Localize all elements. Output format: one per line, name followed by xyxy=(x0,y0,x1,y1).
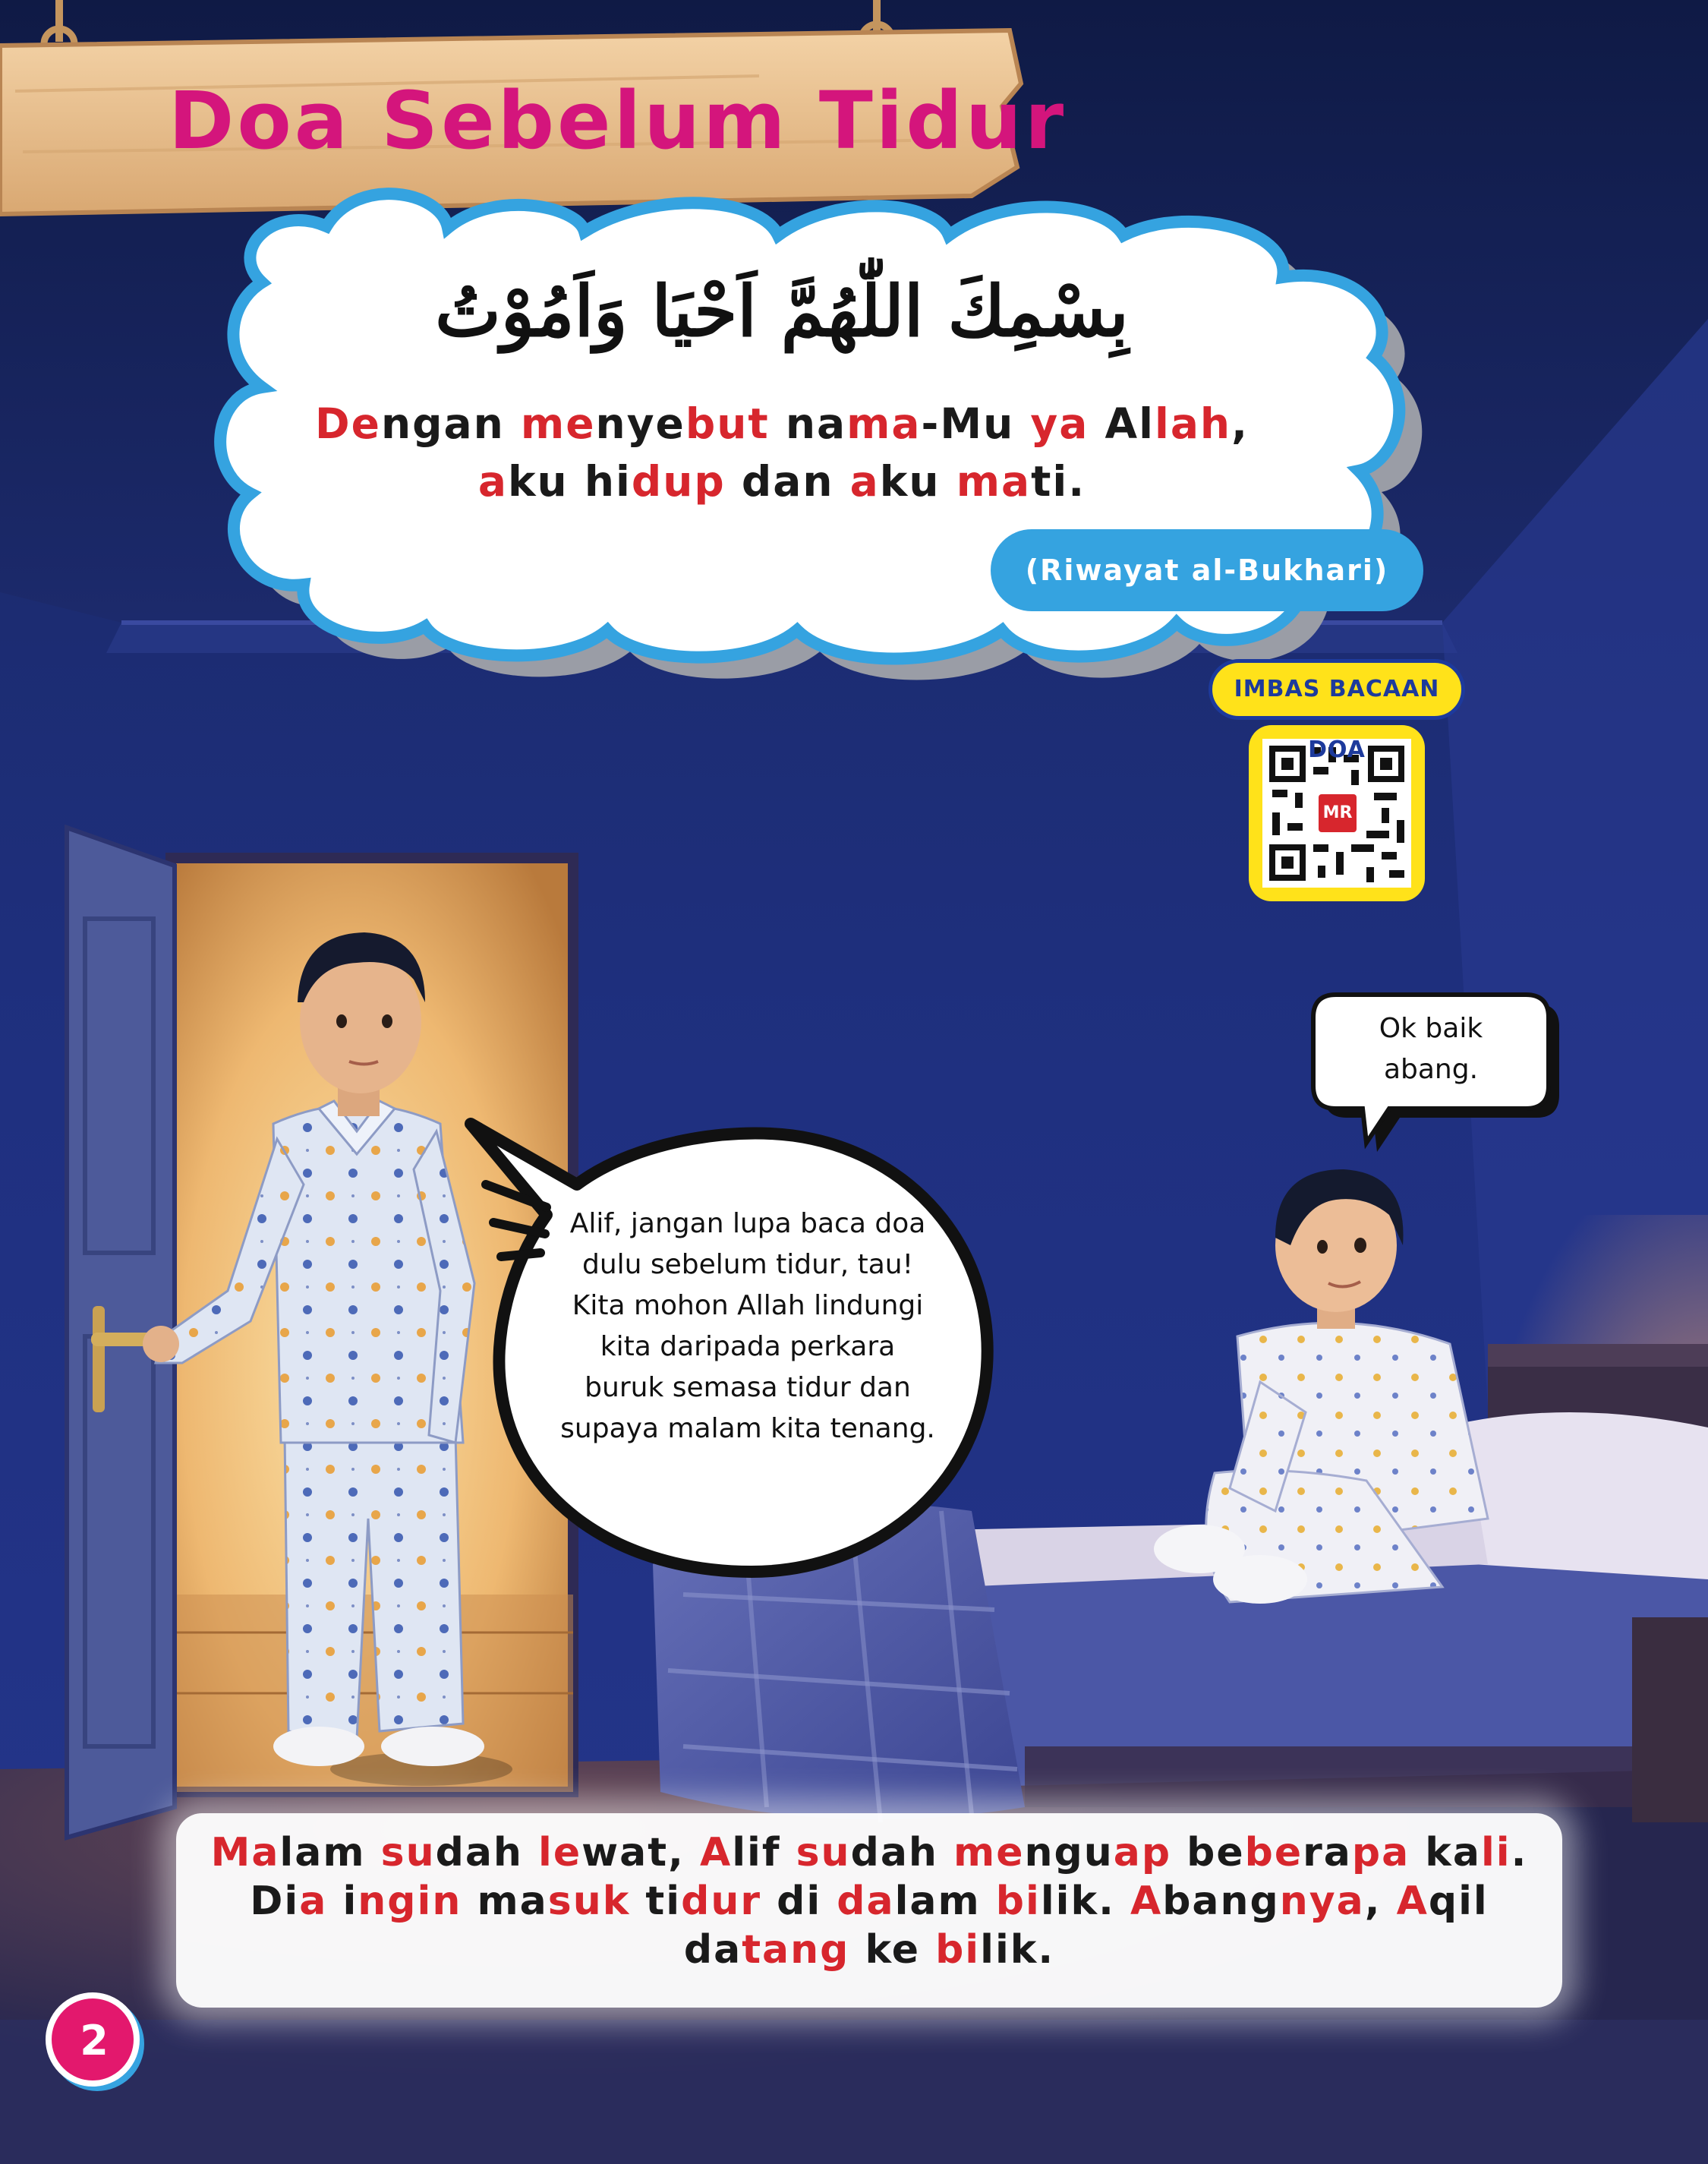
text-segment: me xyxy=(520,399,596,448)
brother-speech-text xyxy=(535,1203,960,1450)
speech-line: dulu sebelum tidur, tau! xyxy=(581,1249,914,1280)
text-segment: su xyxy=(796,1830,851,1875)
text-segment: di xyxy=(761,1879,837,1924)
text-segment: ya xyxy=(1030,399,1089,448)
text-segment: pa xyxy=(1351,1830,1410,1875)
text-segment: nye xyxy=(595,399,685,448)
text-segment: De xyxy=(315,399,381,448)
text-segment: ti. xyxy=(1031,457,1086,506)
text-segment: lif xyxy=(732,1830,796,1875)
text-segment: qil xyxy=(1428,1879,1489,1924)
text-segment: ngu xyxy=(1024,1830,1114,1875)
text-segment: ke xyxy=(849,1927,936,1973)
text-segment: A xyxy=(699,1830,733,1875)
text-segment: li xyxy=(1480,1830,1511,1875)
text-segment: ti xyxy=(630,1879,682,1924)
text-segment: ngan xyxy=(380,399,521,448)
speech-line: Kita mohon Allah lindungi xyxy=(572,1290,924,1321)
speech-line: Ok baik xyxy=(1379,1013,1483,1044)
text-segment: ngin xyxy=(358,1879,462,1924)
text-segment: bi xyxy=(935,1927,981,1973)
text-segment: ku xyxy=(507,457,569,506)
speech-line: supaya malam kita tenang. xyxy=(560,1413,935,1444)
narration-line-1 xyxy=(182,1828,1556,1877)
text-segment: da xyxy=(683,1927,742,1973)
text-segment: dah xyxy=(850,1830,954,1875)
text-segment: lam xyxy=(894,1879,996,1924)
text-segment: le xyxy=(538,1830,582,1875)
text-segment: hi xyxy=(568,457,632,506)
text-segment: wat, xyxy=(581,1830,700,1875)
text-segment: nya xyxy=(1279,1879,1365,1924)
text-segment: but xyxy=(685,399,770,448)
text-segment: i xyxy=(327,1879,358,1924)
text-segment: ma xyxy=(462,1879,548,1924)
page-number: 2 xyxy=(80,2017,109,2065)
text-segment: na xyxy=(769,399,847,448)
text-segment: , xyxy=(1231,399,1249,448)
text-segment: suk xyxy=(547,1879,631,1924)
text-segment: a xyxy=(849,457,880,506)
qr-label-text: IMBAS BACAAN DOA xyxy=(1234,676,1440,763)
text-segment: . xyxy=(1511,1830,1528,1875)
speech-line: Alif, jangan lupa baca doa xyxy=(569,1208,926,1239)
prayer-meaning-line-2 xyxy=(228,453,1336,510)
text-segment: ka xyxy=(1410,1830,1481,1875)
text-segment: dah xyxy=(435,1830,539,1875)
text-segment: su xyxy=(380,1830,436,1875)
qr-logo-text: MR xyxy=(1322,803,1353,822)
text-segment: dan xyxy=(725,457,850,506)
text-segment: Ma xyxy=(210,1830,280,1875)
alif-speech-text xyxy=(1313,1008,1549,1090)
text-segment: bi xyxy=(995,1879,1041,1924)
text-segment: bang xyxy=(1162,1879,1280,1924)
text-segment: ra xyxy=(1303,1830,1352,1875)
text-segment: dur xyxy=(681,1879,762,1924)
text-segment: ku xyxy=(879,457,956,506)
text-segment: lah xyxy=(1154,399,1232,448)
text-segment: , xyxy=(1364,1879,1397,1924)
prayer-meaning xyxy=(228,395,1336,510)
text-segment: ma xyxy=(956,457,1032,506)
text-segment: dup xyxy=(631,457,726,506)
speech-line: buruk semasa tidur dan xyxy=(585,1372,911,1403)
speech-line: kita daripada perkara xyxy=(600,1331,896,1362)
text-segment: -Mu xyxy=(921,399,1031,448)
text-segment: tang xyxy=(742,1927,850,1973)
text-segment: A xyxy=(1130,1879,1163,1924)
narration-text xyxy=(182,1828,1556,1974)
text-segment: a xyxy=(477,457,508,506)
text-segment: Al xyxy=(1089,399,1155,448)
prayer-meaning-line-1 xyxy=(228,395,1336,453)
text-segment: lik. xyxy=(980,1927,1055,1973)
text-segment: a xyxy=(299,1879,328,1924)
text-segment: ma xyxy=(846,399,922,448)
prayer-arabic-text: بِسْمِكَ اللّٰهُمَّ اَحْيَا وَاَمُوْتُ xyxy=(435,270,1129,352)
page-title: Doa Sebelum Tidur xyxy=(169,74,1067,167)
reference-text: (Riwayat al-Bukhari) xyxy=(1025,554,1389,587)
text-segment: A xyxy=(1396,1879,1429,1924)
narration-line-2 xyxy=(182,1877,1556,1926)
text-segment: be xyxy=(1171,1830,1245,1875)
speech-line: abang. xyxy=(1383,1054,1479,1085)
text-segment: me xyxy=(953,1830,1025,1875)
text-segment: lik. xyxy=(1040,1879,1130,1924)
text-segment: be xyxy=(1244,1830,1303,1875)
narration-line-3 xyxy=(182,1926,1556,1974)
text-segment: lam xyxy=(279,1830,381,1875)
text-segment: Di xyxy=(250,1879,300,1924)
text-segment: ap xyxy=(1113,1830,1172,1875)
text-segment: da xyxy=(837,1879,895,1924)
